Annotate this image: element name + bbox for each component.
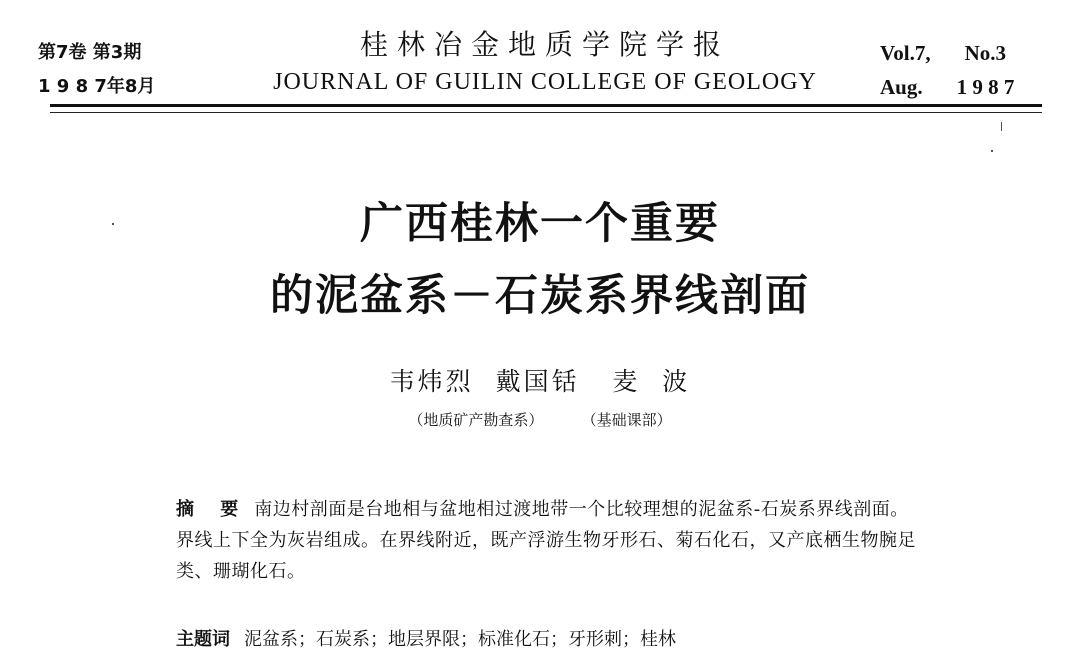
year-label: 1 9 8 7 [956, 75, 1015, 99]
header-rule-thick [50, 104, 1042, 107]
header-rule-thin [50, 112, 1042, 113]
title-line-2: 的泥盆系－石炭系界线剖面 [270, 271, 810, 321]
date-en [880, 70, 1014, 104]
authors: 韦炜烈 戴国铦 麦 波 [389, 367, 691, 396]
header-right [880, 36, 1014, 104]
journal-masthead [250, 26, 840, 98]
article-title [150, 188, 930, 332]
keywords-text: 泥盆系；石炭系；地层界限；标准化石；牙形刺；桂林 [244, 629, 676, 650]
scan-speck [112, 223, 114, 225]
abstract-label: 摘 要 [176, 499, 249, 520]
affiliations: （地质矿产勘查系） （基础课部） [408, 411, 672, 429]
issue-label: No.3 [964, 41, 1006, 65]
journal-title-cn: 桂林冶金地质学院学报 [359, 28, 730, 61]
volume-label: Vol.7, [880, 41, 931, 65]
title-line-1: 广西桂林一个重要 [360, 199, 720, 249]
header-left [38, 36, 155, 104]
keywords-label: 主题词 [176, 629, 230, 650]
publication-date-cn: 1 9 8 7年8月 [38, 76, 156, 97]
volume-number-en [880, 36, 1014, 70]
volume-issue: 第7卷 第3期 [38, 42, 142, 63]
scan-speck [991, 150, 993, 152]
month-label: Aug. [880, 75, 923, 99]
journal-title-en: JOURNAL OF GUILIN COLLEGE OF GEOLOGY [273, 69, 817, 95]
keywords [176, 624, 976, 656]
abstract [176, 494, 916, 587]
abstract-text: 南边村剖面是台地相与盆地相过渡地带一个比较理想的泥盆系-石炭系界线剖面。界线上下全为灰岩组成。在界线附近，既产浮游生物牙形石、菊石化石，又产底栖生物腕足类、珊瑚化石。 [176, 499, 916, 582]
scan-speck [1001, 122, 1002, 131]
